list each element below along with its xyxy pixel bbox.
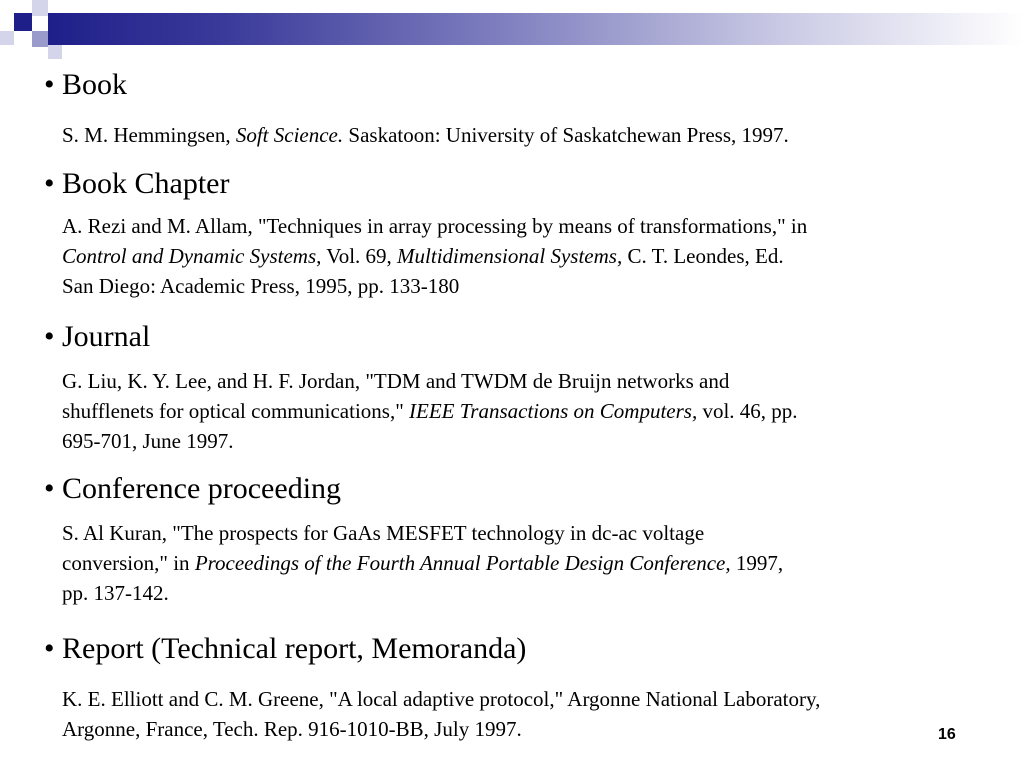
section-heading-journal: • Journal (44, 320, 151, 353)
reference-report (62, 684, 992, 744)
ref-text: San Diego: Academic Press, 1995, pp. 133-180 (62, 274, 460, 298)
decorative-square (0, 31, 14, 45)
ref-text: conversion," in (62, 551, 195, 575)
ref-text: C. T. Leondes, Ed. (622, 244, 784, 268)
page-number: 16 (938, 726, 956, 743)
reference-line (62, 426, 992, 456)
reference-line (62, 684, 992, 714)
section-heading-conference-proceeding: • Conference proceeding (44, 472, 342, 505)
reference-line (62, 548, 992, 578)
ref-text: vol. 46, pp. (697, 399, 798, 423)
reference-conference (62, 518, 992, 608)
section-heading-report: • Report (Technical report, Memoranda) (44, 632, 527, 665)
ref-text: pp. 137-142. (62, 581, 169, 605)
ref-text: G. Liu, K. Y. Lee, and H. F. Jordan, "TDM and TWDM de Bruijn networks and (62, 369, 730, 393)
reference-line (62, 518, 992, 548)
header-gradient-bar (48, 13, 1024, 45)
ref-text: 1997, (730, 551, 784, 575)
ref-text: 695-701, June 1997. (62, 429, 234, 453)
reference-line (62, 241, 992, 271)
ref-title-italic: Proceedings of the Fourth Annual Portable Design Conference, (194, 551, 731, 575)
decorative-square (14, 13, 32, 31)
reference-line (62, 578, 992, 608)
header-decoration (0, 0, 1024, 60)
decorative-square (48, 45, 62, 59)
decorative-square (32, 31, 48, 47)
ref-text: shufflenets for optical communications," (62, 399, 410, 423)
reference-line (62, 396, 992, 426)
ref-title-italic: Control and Dynamic Systems, (62, 244, 322, 268)
reference-line (62, 271, 992, 301)
ref-text: Vol. 69, (321, 244, 398, 268)
section-heading-book: • Book (44, 68, 128, 101)
reference-line (62, 211, 992, 241)
ref-text: S. Al Kuran, "The prospects for GaAs MESFET technology in dc-ac voltage (62, 521, 705, 545)
reference-line (62, 714, 992, 744)
decorative-square (32, 0, 48, 16)
reference-book-chapter (62, 211, 992, 301)
ref-text: Saskatoon: University of Saskatchewan Press, 1997. (343, 123, 789, 147)
reference-journal (62, 366, 992, 456)
ref-text: K. E. Elliott and C. M. Greene, "A local adaptive protocol," Argonne National Laboratory, (62, 687, 821, 711)
ref-title-italic: IEEE Transactions on Computers, (409, 399, 698, 423)
ref-title-italic: Soft Science. (235, 123, 344, 147)
ref-title-italic: Multidimensional Systems, (397, 244, 623, 268)
section-heading-book-chapter: • Book Chapter (44, 167, 230, 200)
reference-line (62, 366, 992, 396)
reference-book (62, 120, 992, 150)
reference-line (62, 120, 992, 150)
ref-text: S. M. Hemmingsen, (62, 123, 236, 147)
ref-text: Argonne, France, Tech. Rep. 916-1010-BB, July 1997. (62, 717, 522, 741)
ref-text: A. Rezi and M. Allam, "Techniques in array processing by means of transformations," in (62, 214, 808, 238)
